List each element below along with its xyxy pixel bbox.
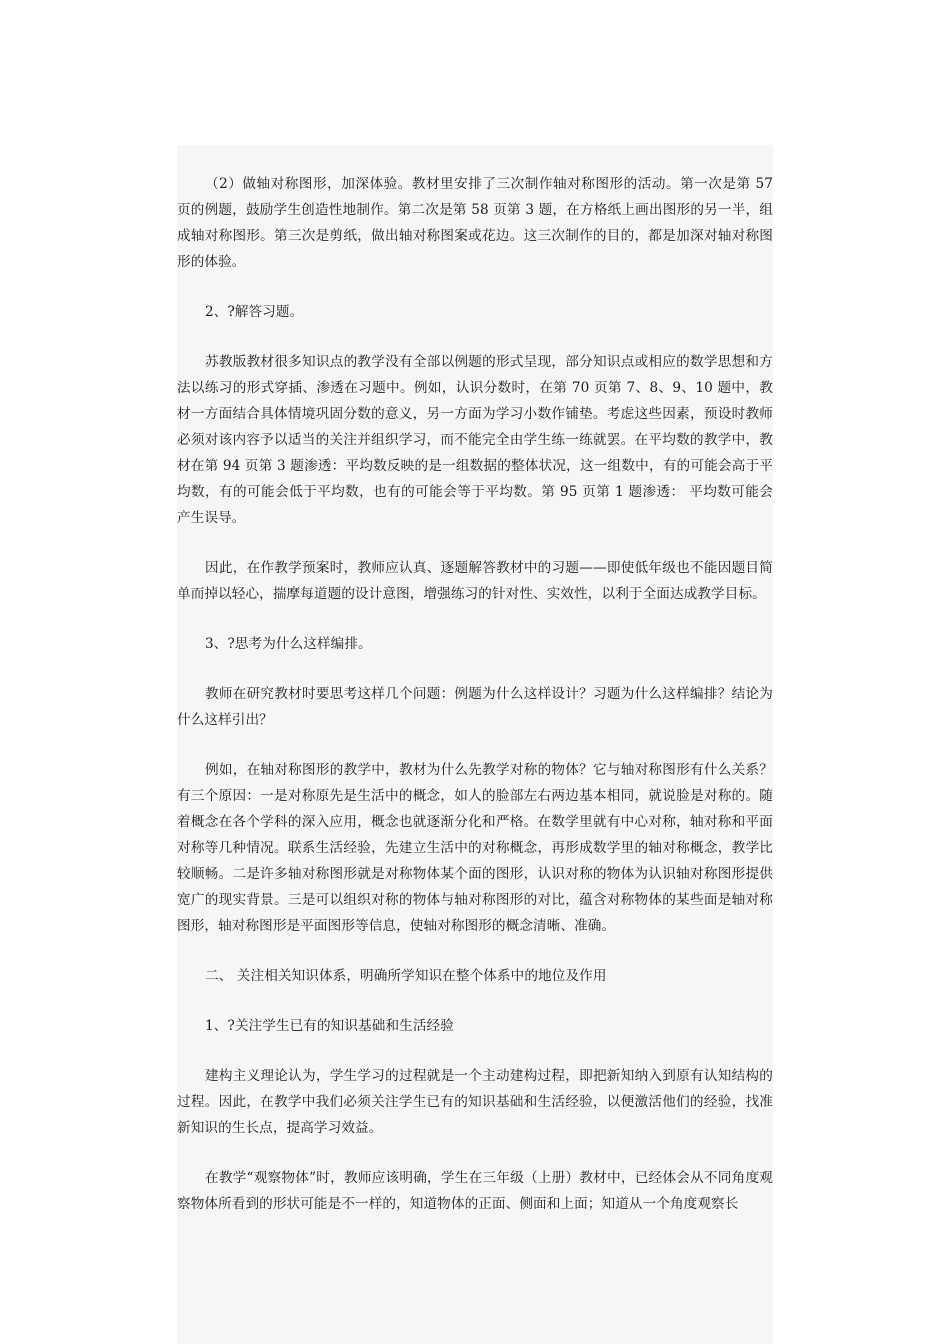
paragraph-gap <box>177 531 773 555</box>
section-heading-knowledge-system: 二、 关注相关知识体系，明确所学知识在整个体系中的地位及作用 <box>205 968 607 984</box>
paragraph-gap <box>177 657 773 681</box>
paragraph-observing-objects: 在教学“观察物体”时，教师应该明确，学生在三年级（上册）教材中，已经体会从不同角度观察物体所看到的形状可能是不一样的，知道物体的正面、侧面和上面；知道从一个角度观察长 <box>177 1170 773 1212</box>
paragraph-gap <box>177 733 773 757</box>
paragraph-gap <box>177 989 773 1013</box>
document-page <box>177 145 773 1344</box>
paragraph-teaching-plan: 因此，在作教学预案时，教师应认真、逐题解答教材中的习题——即使低年级也不能因题目简单而掉以轻心，揣摩每道题的设计意图，增强练习的针对性、实效性，以利于全面达成教学目标。 <box>177 560 773 602</box>
paragraph-gap <box>177 607 773 631</box>
paragraph-gap <box>177 939 773 963</box>
paragraph-gap <box>177 1141 773 1165</box>
document-content <box>177 145 773 1217</box>
subheading-prior-knowledge: 1、?关注学生已有的知识基础和生活经验 <box>205 1018 454 1034</box>
paragraph-symmetry-example: 例如，在轴对称图形的教学中，教材为什么先教学对称的物体？它与轴对称图形有什么关系？有三个原因：一是对称原先是生活中的概念，如人的脸部左右两边基本相同，就说脸是对称的。随着概念在各个学科的深入应用，概念也就逐渐分化和严格。在数学里就有中心对称，轴对称和平面对称等几种情况。联系生活经验，先建立生活中的对称概念，再形成数学里的轴对称概念，教学比较顺畅。二是许多轴对称图形就是对称物体某个面的图形，认识对称的物体为认识轴对称图形提供宽广的现实背景。三是可以组织对称的物体与轴对称图形的对比，蕴含对称物体的某些面是轴对称图形，轴对称图形是平面图形等信息，使轴对称图形的概念清晰、准确。 <box>177 762 773 934</box>
paragraph-gap <box>177 275 773 299</box>
paragraph-research-questions: 教师在研究教材时要思考这样几个问题：例题为什么这样设计？习题为什么这样编排？结论为什么这样引出？ <box>177 686 773 728</box>
paragraph-gap <box>177 1039 773 1063</box>
paragraph-axis-symmetry-activities: （2）做轴对称图形，加深体验。教材里安排了三次制作轴对称图形的活动。第一次是第 57 页的例题，鼓励学生创造性地制作。第二次是第 58 页第 3 题，在方格纸上画出图形的另一半，组成轴对称图形。第三次是剪纸，做出轴对称图案或花边。这三次制作的目的，都是加深对轴对称图形的体验。 <box>177 176 773 270</box>
subheading-think-arrangement: 3、?思考为什么这样编排。 <box>205 636 372 652</box>
paragraph-gap <box>177 325 773 349</box>
subheading-solve-exercises: 2、?解答习题。 <box>205 304 304 320</box>
paragraph-constructivism: 建构主义理论认为，学生学习的过程就是一个主动建构过程，即把新知纳入到原有认知结构的过程。因此，在教学中我们必须关注学生已有的知识基础和生活经验，以便激活他们的经验，找准新知识的生长点，提高学习效益。 <box>177 1068 773 1136</box>
paragraph-exercises-penetration: 苏教版教材很多知识点的教学没有全部以例题的形式呈现，部分知识点或相应的数学思想和方法以练习的形式穿插、渗透在习题中。例如，认识分数时，在第 70 页第 7、8、9、10 题中，教材一方面结合具体情境巩固分数的意义，另一方面为学习小数作铺垫。考虑这些因素，预设时教师必须对该内容予以适当的关注并组织学习，而不能完全由学生练一练就罢。在平均数的教学中，教材在第 94 页第 3 题渗透：平均数反映的是一组数据的整体状况，这一组数中，有的可能会高于平均数，有的可能会低于平均数，也有的可能会等于平均数。第 95 页第 1 题渗透： 平均数可能会产生误导。 <box>177 354 773 526</box>
